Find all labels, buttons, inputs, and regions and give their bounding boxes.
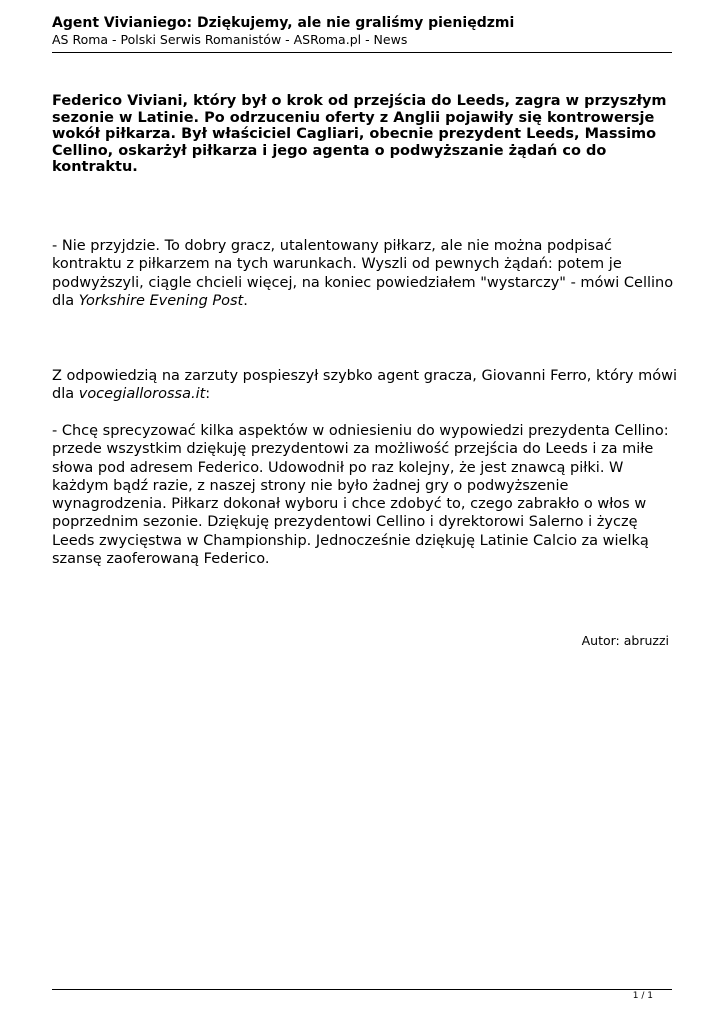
source-name: vocegiallorossa.it bbox=[78, 386, 206, 403]
source-name: Yorkshire Evening Post bbox=[78, 292, 244, 309]
article-lead: Federico Viviani, który był o krok od przejścia do Leeds, zagra w przyszłym sezonie w Latinie. Po odrzuceniu oferty z Anglii pojawiły się kontrowersje wokół piłkarza. Był właściciel Cagliari, obecnie prezydent Leeds, Massimo Cellino, oskarżył piłkarza i jego agenta o podwyższanie żądań co do kontraktu. bbox=[52, 93, 667, 175]
page-number: 1 / 1 bbox=[632, 991, 653, 1001]
footer-divider bbox=[52, 989, 672, 990]
article-author: Autor: abruzzi bbox=[581, 633, 669, 648]
paragraph-text: - Nie przyjdzie. To dobry gracz, utalentowany piłkarz, ale nie można podpisać kontraktu z piłkarzem na tych warunkach. Wyszli od pewnych żądań: potem je podwyższyli, ciągle chcieli więcej, na koniec powiedziałem "wystarczy" - mówi Cellino dla bbox=[52, 238, 674, 309]
paragraph-agent-quote: - Chcę sprecyzować kilka aspektów w odniesieniu do wypowiedzi prezydenta Cellino: przede wszystkim dziękuję prezydentowi za możliwość przejścia do Leeds i za miłe słowa pod adresem Federico. Udowodnił po raz kolejny, że jest znawcą piłki. W każdym bądź razie, z naszej strony nie było żadnej gry o podwyższenie wynagrodzenia. Piłkarz dokonał wyboru i chce zdobyć to, czego zabrakło o włos w poprzednim sezonie. Dziękuję prezydentowi Cellino i dyrektorowi Salerno i życzę Leeds zwycięstwa w Championship. Jednocześnie dziękuję Latinie Calcio za wielką szansę zaoferowaną Federico. bbox=[52, 423, 669, 568]
paragraph-agent-intro bbox=[52, 367, 677, 404]
page-header bbox=[52, 15, 672, 48]
paragraph-end: : bbox=[205, 386, 211, 403]
paragraph-cellino-quote bbox=[52, 237, 677, 310]
site-subtitle: AS Roma - Polski Serwis Romanistów - ASRoma.pl - News bbox=[52, 32, 408, 47]
paragraph-end: . bbox=[243, 292, 248, 309]
header-divider bbox=[52, 52, 672, 53]
article-title: Agent Vivianiego: Dziękujemy, ale nie graliśmy pieniędzmi bbox=[52, 15, 515, 31]
paragraph-text: Z odpowiedzią na zarzuty pospieszył szybko agent gracza, Giovanni Ferro, który mówi dla bbox=[52, 368, 677, 403]
